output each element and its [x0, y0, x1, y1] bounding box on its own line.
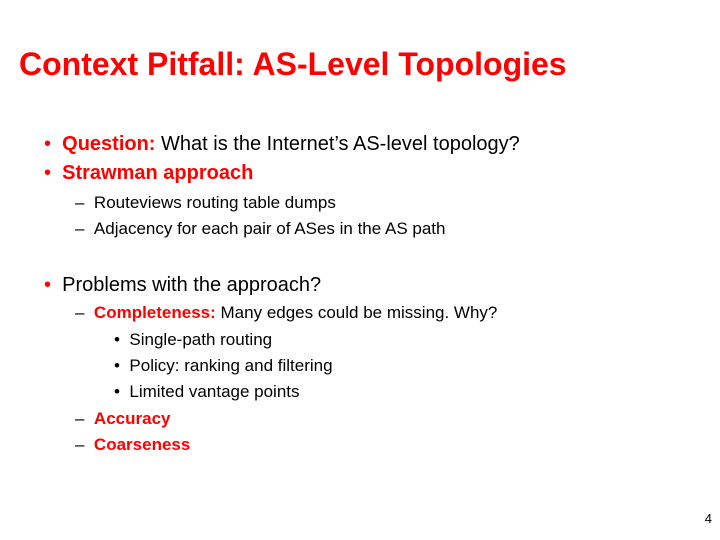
bullet-marker: • [114, 330, 120, 349]
bullet-question [44, 133, 520, 156]
dash-marker: – [75, 409, 85, 428]
sub-bullet-text: Routeviews routing table dumps [93, 193, 336, 212]
dash-marker: – [75, 435, 85, 454]
bullet-marker: • [44, 274, 52, 296]
sub-bullet-routeviews [75, 193, 336, 213]
sub-sub-bullet-text: Single-path routing [129, 330, 273, 349]
bullet-marker: • [114, 382, 120, 401]
bullet-marker: • [44, 162, 52, 184]
bullet-marker: • [44, 133, 52, 155]
bullet-strawman [44, 162, 253, 185]
sub-sub-bullet-text: Limited vantage points [129, 382, 300, 401]
sub-bullet-text: Adjacency for each pair of ASes in the AS path [93, 219, 446, 238]
slide-title: Context Pitfall: AS-Level Topologies [19, 46, 567, 82]
sub-bullet-completeness [75, 303, 497, 323]
sub-bullet-label: Completeness: [93, 303, 216, 322]
bullet-marker: • [114, 356, 120, 375]
sub-sub-bullet-policy [114, 356, 333, 376]
sub-bullet-label: Coarseness [93, 435, 191, 454]
sub-bullet-label: Accuracy [93, 409, 171, 428]
bullet-label: Strawman approach [62, 162, 254, 184]
dash-marker: – [75, 193, 85, 212]
sub-sub-bullet-single-path [114, 330, 272, 350]
bullet-text: Problems with the approach? [62, 274, 322, 296]
bullet-label: Question: [62, 133, 156, 155]
bullet-problems [44, 274, 321, 297]
sub-sub-bullet-vantage [114, 382, 300, 402]
sub-sub-bullet-text: Policy: ranking and filtering [129, 356, 333, 375]
sub-bullet-text: Many edges could be missing. Why? [215, 303, 498, 322]
page-number: 4 [704, 511, 712, 526]
dash-marker: – [75, 219, 85, 238]
sub-bullet-accuracy [75, 409, 170, 429]
bullet-text: What is the Internet’s AS-level topology? [155, 133, 520, 155]
sub-bullet-adjacency [75, 219, 445, 239]
sub-bullet-coarseness [75, 435, 190, 455]
dash-marker: – [75, 303, 85, 322]
